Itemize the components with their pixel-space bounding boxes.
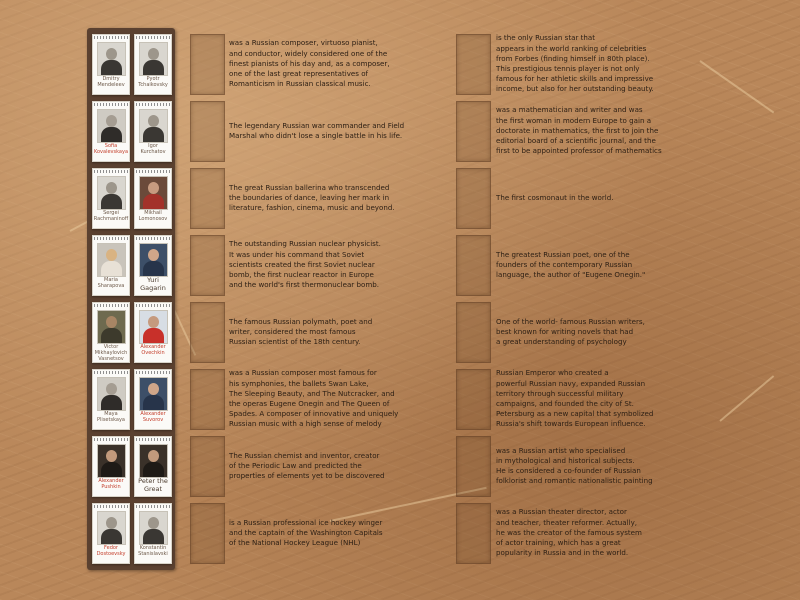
- portrait-body: [101, 261, 122, 277]
- spiral-binding: [94, 170, 128, 173]
- portrait-image: [139, 42, 168, 76]
- person-name: Dmitry Mendeleev: [97, 76, 125, 88]
- drop-zone[interactable]: [456, 503, 491, 564]
- portrait-head: [148, 383, 159, 395]
- person-card[interactable]: [134, 168, 172, 229]
- description-label: was a Russian composer most famous for his symphonies, the ballets Swan Lake, The Sleeping Beauty, and The Nutcracker, and the operas Eugene Onegin and The Queen of Spades. A composer of innovative and uniquely Russian music with a high sense of melody: [229, 369, 399, 429]
- drop-zone[interactable]: [190, 503, 225, 564]
- person-name: Alexander Pushkin: [98, 478, 124, 490]
- spiral-binding: [136, 36, 170, 39]
- drop-zone[interactable]: [190, 369, 225, 430]
- portrait-body: [143, 127, 164, 143]
- spiral-binding: [94, 304, 128, 307]
- drop-zone[interactable]: [456, 235, 491, 296]
- person-name: Sergei Rachmaninoff: [93, 210, 129, 222]
- description-label: is a Russian professional ice hockey winger and the captain of the Washington Capitals of the National Hockey League (NHL): [229, 517, 383, 548]
- portrait-body: [143, 328, 164, 344]
- portrait-head: [148, 517, 159, 529]
- portrait-head: [106, 383, 117, 395]
- drop-zone[interactable]: [456, 168, 491, 229]
- drop-zone[interactable]: [456, 34, 491, 95]
- portrait-image: [97, 243, 126, 277]
- portrait-head: [106, 48, 117, 60]
- description-text: [229, 369, 434, 429]
- person-name: Maya Plisetskaya: [97, 411, 125, 423]
- drop-zone[interactable]: [190, 34, 225, 95]
- portrait-image: [139, 511, 168, 545]
- drop-zone[interactable]: [190, 101, 225, 162]
- straw-decoration: [699, 60, 774, 113]
- portrait-image: [97, 511, 126, 545]
- portrait-body: [101, 60, 122, 76]
- portrait-body: [101, 194, 122, 210]
- person-name: Mikhail Lomonosov: [138, 210, 168, 222]
- description-label: One of the world- famous Russian writers, best known for writing novels that had a great understanding of psychology: [496, 316, 645, 347]
- drop-zone[interactable]: [190, 235, 225, 296]
- portrait-body: [143, 529, 164, 545]
- portrait-body: [101, 328, 122, 344]
- portrait-head: [106, 316, 117, 328]
- person-card[interactable]: [92, 235, 130, 296]
- description-text: [229, 34, 434, 94]
- drop-zone[interactable]: [190, 302, 225, 363]
- portrait-body: [143, 395, 164, 411]
- portrait-body: [101, 127, 122, 143]
- spiral-binding: [94, 371, 128, 374]
- description-label: The outstanding Russian nuclear physicist. It was under his command that Soviet scientists created the first Soviet nuclear bomb, the first nuclear reactor in Europe and the world's first thermonuclear bomb.: [229, 239, 381, 290]
- description-label: was a Russian theater director, actor and teacher, theater reformer. Actually, he was the creator of the famous system of actor training, which has a great popularity in Russia and in the world.: [496, 507, 642, 558]
- description-label: The first cosmonaut in the world.: [496, 192, 614, 202]
- description-label: The famous Russian polymath, poet and writer, considered the most famous Russian scientist of the 18th century.: [229, 316, 373, 347]
- portrait-body: [143, 194, 164, 210]
- person-card[interactable]: [134, 436, 172, 497]
- portrait-head: [148, 182, 159, 194]
- portrait-image: [139, 377, 168, 411]
- spiral-binding: [136, 438, 170, 441]
- portrait-image: [139, 176, 168, 210]
- portrait-body: [143, 462, 164, 478]
- spiral-binding: [94, 36, 128, 39]
- portrait-image: [139, 109, 168, 143]
- person-name: Victor Mikhaylovich Vasnetsov: [94, 344, 128, 362]
- spiral-binding: [136, 304, 170, 307]
- description-text: [496, 302, 701, 362]
- person-card[interactable]: [92, 34, 130, 95]
- description-text: [229, 168, 434, 228]
- description-text: [496, 34, 701, 94]
- description-text: [496, 369, 701, 429]
- portrait-image: [97, 109, 126, 143]
- description-text: [229, 436, 434, 496]
- person-name: Yuri Gagarin: [140, 276, 166, 292]
- description-label: The great Russian ballerina who transcended the boundaries of dance, leaving her mark in literature, fashion, cinema, music and beyond.: [229, 182, 395, 213]
- person-name: Pyotr Tchaikovsky: [138, 76, 168, 88]
- person-name: Igor Kurchatov: [140, 143, 166, 155]
- person-card[interactable]: [134, 503, 172, 564]
- person-name: Alexander Suvorov: [140, 411, 166, 423]
- spiral-binding: [136, 103, 170, 106]
- portrait-image: [97, 176, 126, 210]
- spiral-binding: [136, 505, 170, 508]
- portrait-head: [148, 115, 159, 127]
- portrait-image: [97, 377, 126, 411]
- spiral-binding: [136, 371, 170, 374]
- person-card[interactable]: [92, 168, 130, 229]
- description-text: [496, 101, 701, 161]
- person-card[interactable]: [92, 302, 130, 363]
- portrait-body: [101, 395, 122, 411]
- drop-zone[interactable]: [456, 369, 491, 430]
- person-card[interactable]: [134, 101, 172, 162]
- portrait-head: [148, 450, 159, 462]
- spiral-binding: [94, 103, 128, 106]
- person-card[interactable]: [92, 436, 130, 497]
- spiral-binding: [136, 237, 170, 240]
- person-card[interactable]: [134, 235, 172, 296]
- person-card[interactable]: [134, 34, 172, 95]
- drop-zone[interactable]: [190, 168, 225, 229]
- portrait-head: [148, 316, 159, 328]
- person-card[interactable]: [134, 369, 172, 430]
- portrait-head: [106, 115, 117, 127]
- description-label: The Russian chemist and inventor, creator of the Periodic Law and predicted the properties of elements yet to be discovered: [229, 450, 385, 481]
- description-label: was a mathematician and writer and was the first woman in modern Europe to gain a doctorate in mathematics, the first to join the editorial board of a scientific journal, and the first to be appointed professor of mathematics: [496, 105, 662, 156]
- portrait-head: [106, 450, 117, 462]
- portrait-head: [106, 249, 117, 261]
- description-text: [496, 168, 701, 228]
- spiral-binding: [94, 505, 128, 508]
- portrait-body: [101, 462, 122, 478]
- portrait-image: [139, 444, 168, 478]
- spiral-binding: [94, 237, 128, 240]
- portrait-head: [106, 517, 117, 529]
- person-name: Sofia Kovalevskaya: [93, 143, 129, 155]
- description-label: Russian Emperor who created a powerful Russian navy, expanded Russian territory through successful military campaigns, and founded the city of St. Petersburg as a new capital that symbolized Russia's shift towards European influence.: [496, 369, 654, 429]
- drop-zone[interactable]: [190, 436, 225, 497]
- description-text: [496, 436, 701, 496]
- description-label: was a Russian composer, virtuoso pianist, and conductor, widely considered one of the finest pianists of his day and, as a composer, one of the last great representatives of Romanticism in Russian classical music.: [229, 38, 390, 89]
- portrait-body: [143, 60, 164, 76]
- description-text: [229, 503, 434, 563]
- portrait-image: [97, 444, 126, 478]
- portrait-image: [139, 310, 168, 344]
- description-text: [229, 101, 434, 161]
- portrait-head: [148, 249, 159, 261]
- drop-zone[interactable]: [456, 101, 491, 162]
- description-label: The legendary Russian war commander and Field Marshal who didn't lose a single battle in his life.: [229, 120, 405, 140]
- straw-decoration: [719, 375, 774, 422]
- portrait-head: [148, 48, 159, 60]
- person-name: Konstantin Stanislavski: [138, 545, 168, 557]
- portrait-image: [97, 310, 126, 344]
- person-card[interactable]: [134, 302, 172, 363]
- description-label: The greatest Russian poet, one of the founders of the contemporary Russian language, the author of "Eugene Onegin.": [496, 249, 646, 280]
- person-name: Alexander Ovechkin: [140, 344, 166, 356]
- description-label: is the only Russian star that appears in the world ranking of celebrities from Forbes (finding himself in 80th place). This prestigious tennis player is not only famous for her athletic skills and impressive income, but also for her outstanding beauty.: [496, 34, 654, 94]
- spiral-binding: [136, 170, 170, 173]
- person-card[interactable]: [92, 101, 130, 162]
- person-name: Fedor Dostoevsky: [96, 545, 126, 557]
- description-text: [496, 503, 701, 563]
- portrait-image: [139, 243, 168, 277]
- portrait-image: [97, 42, 126, 76]
- description-text: [496, 235, 701, 295]
- portrait-body: [143, 261, 164, 277]
- portrait-body: [101, 529, 122, 545]
- description-text: [229, 235, 434, 295]
- person-card[interactable]: [92, 503, 130, 564]
- spiral-binding: [94, 438, 128, 441]
- portrait-head: [106, 182, 117, 194]
- person-card[interactable]: [92, 369, 130, 430]
- description-text: [229, 302, 434, 362]
- drop-zone[interactable]: [456, 302, 491, 363]
- person-name: Peter the Great: [138, 477, 168, 493]
- person-name: Maria Sharapova: [97, 277, 125, 289]
- description-label: was a Russian artist who specialised in mythological and historical subjects. He is considered a co-founder of Russian folklorist and romantic nationalistic painting: [496, 445, 653, 486]
- drop-zone[interactable]: [456, 436, 491, 497]
